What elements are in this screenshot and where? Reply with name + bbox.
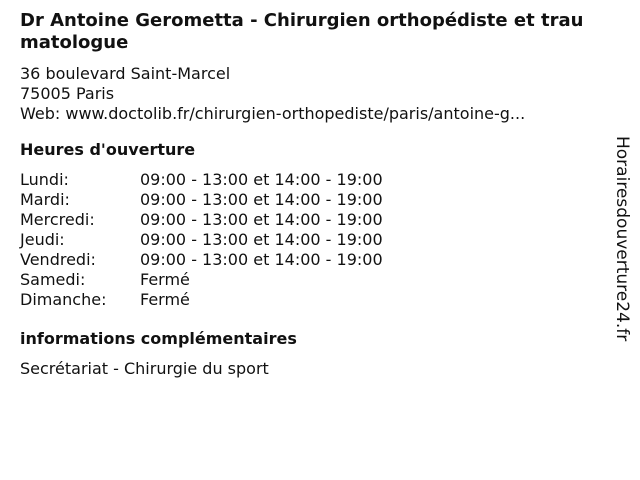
day-label: Dimanche: xyxy=(20,290,107,309)
time-value: 09:00 - 13:00 et 14:00 - 19:00 xyxy=(140,170,383,189)
time-value: 09:00 - 13:00 et 14:00 - 19:00 xyxy=(140,210,383,229)
page-title: Dr Antoine Gerometta - Chirurgien orthopédiste et traumatologue xyxy=(20,10,584,53)
address-line-city: 75005 Paris xyxy=(20,84,115,103)
brand-watermark: Horairesdouverture24.fr xyxy=(612,136,632,342)
hours-row-thursday xyxy=(20,230,602,250)
time-value: Fermé xyxy=(140,270,190,289)
day-label: Mardi: xyxy=(20,190,70,209)
day-label: Jeudi: xyxy=(20,230,65,249)
hours-row-monday xyxy=(20,170,602,190)
day-label: Mercredi: xyxy=(20,210,95,229)
additional-info-text: Secrétariat - Chirurgie du sport xyxy=(20,359,269,378)
business-card xyxy=(20,10,602,379)
address-line-street: 36 boulevard Saint-Marcel xyxy=(20,64,231,83)
hours-row-sunday xyxy=(20,290,602,310)
day-label: Samedi: xyxy=(20,270,86,289)
address-block xyxy=(20,64,602,124)
time-value: Fermé xyxy=(140,290,190,309)
website-text: Web: www.doctolib.fr/chirurgien-orthopediste/paris/antoine-g... xyxy=(20,104,526,123)
hours-heading: Heures d'ouverture xyxy=(20,140,196,159)
hours-row-saturday xyxy=(20,270,602,290)
hours-row-tuesday xyxy=(20,190,602,210)
opening-hours-list xyxy=(20,170,602,310)
day-label: Vendredi: xyxy=(20,250,96,269)
time-value: 09:00 - 13:00 et 14:00 - 19:00 xyxy=(140,230,383,249)
day-label: Lundi: xyxy=(20,170,69,189)
time-value: 09:00 - 13:00 et 14:00 - 19:00 xyxy=(140,190,383,209)
time-value: 09:00 - 13:00 et 14:00 - 19:00 xyxy=(140,250,383,269)
hours-row-friday xyxy=(20,250,602,270)
hours-row-wednesday xyxy=(20,210,602,230)
additional-info-heading: informations complémentaires xyxy=(20,329,297,348)
